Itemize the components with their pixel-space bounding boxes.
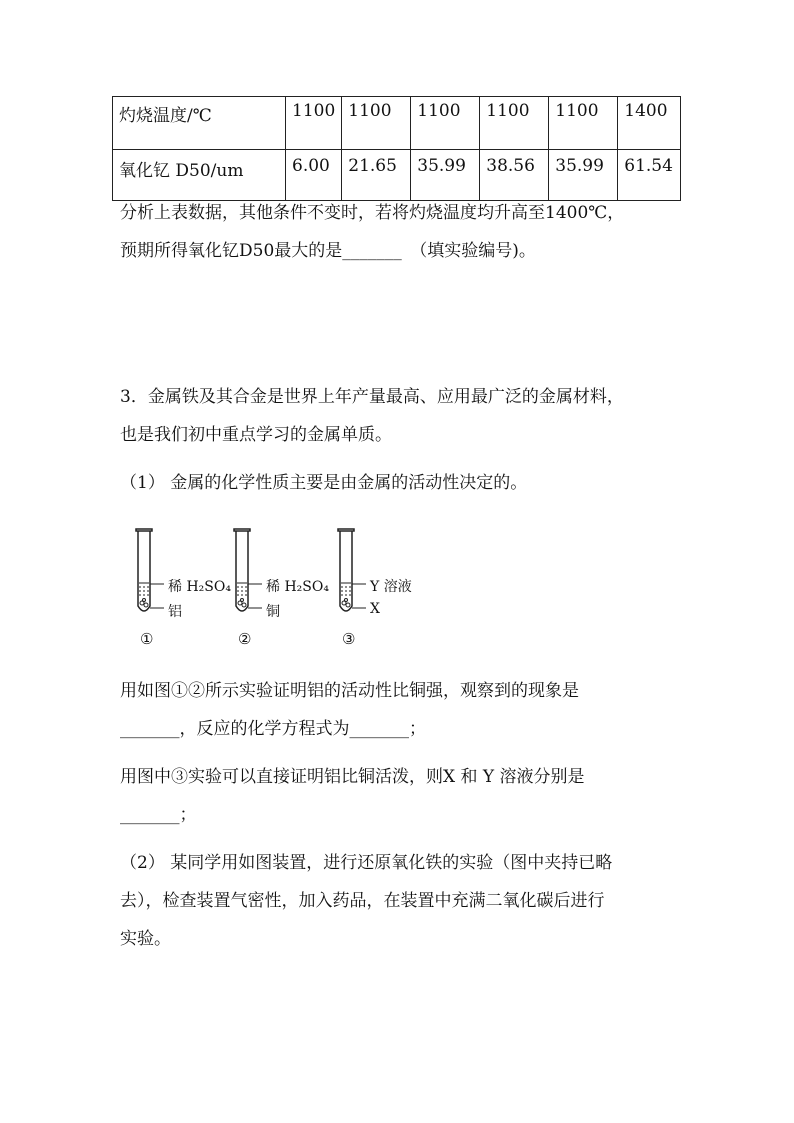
table-cell: 38.56 (480, 150, 549, 201)
table-cell: 6.00 (286, 150, 342, 201)
table-cell: 1100 (342, 97, 411, 150)
table-cell: 1100 (411, 97, 480, 150)
test-tube-1 (136, 529, 164, 611)
sub-question-2-line-1: （2） 某同学用如图装置，进行还原氧化铁的实验（图中夹持已略 (120, 853, 613, 873)
table-cell: 35.99 (411, 150, 480, 201)
analysis-line-1: 分析上表数据，其他条件不变时，若将灼烧温度均升高至1400℃， (120, 203, 625, 223)
tube-2-solid-label: 铜 (266, 604, 280, 620)
tube-2-liquid-label: 稀 H₂SO₄ (266, 579, 329, 595)
test-tube-2 (234, 529, 262, 611)
sub-question-2-line-3: 实验。 (120, 929, 171, 949)
tube-1-liquid-label: 稀 H₂SO₄ (168, 579, 231, 595)
row-label: 氧化钇 D50/um (113, 150, 286, 201)
paragraph-2-line-1: 用图中③实验可以直接证明铝比铜活泼，则X 和 Y 溶液分别是 (120, 767, 585, 787)
paragraph-1-line-2: _______，反应的化学方程式为_______； (120, 719, 426, 739)
paragraph-2-line-2: _______； (120, 805, 197, 825)
test-tube-3 (338, 529, 366, 611)
question-3-line-1: 3．金属铁及其合金是世界上年产量最高、应用最广泛的金属材料， (120, 387, 624, 407)
table-cell: 61.54 (618, 150, 681, 201)
table-cell: 1100 (480, 97, 549, 150)
paragraph-1-line-1: 用如图①②所示实验证明铝的活动性比铜强，观察到的现象是 (120, 681, 579, 701)
table-cell: 1100 (286, 97, 342, 150)
table-cell: 35.99 (549, 150, 618, 201)
sub-question-2-line-2: 去），检查装置气密性，加入药品，在装置中充满二氧化碳后进行 (120, 891, 605, 911)
analysis-line-2: 预期所得氧化钇D50最大的是_______ （填实验编号)。 (120, 241, 536, 261)
tube-1-number: ① (140, 630, 154, 648)
table-cell: 1100 (549, 97, 618, 150)
test-tube-figure (128, 526, 448, 656)
row-label: 灼烧温度/℃ (113, 97, 286, 150)
table-row (113, 97, 681, 150)
tube-3-solid-label: X (370, 601, 380, 617)
tube-2-number: ② (238, 630, 252, 648)
table-cell: 1400 (618, 97, 681, 150)
tube-3-liquid-label: Y 溶液 (370, 579, 412, 595)
data-table (112, 96, 681, 201)
sub-question-1: （1） 金属的化学性质主要是由金属的活动性决定的。 (120, 473, 528, 493)
tube-1-solid-label: 铝 (168, 604, 182, 620)
question-3-line-2: 也是我们初中重点学习的金属单质。 (120, 425, 392, 445)
table-cell: 21.65 (342, 150, 411, 201)
tube-3-number: ③ (342, 630, 356, 648)
table-row (113, 150, 681, 201)
